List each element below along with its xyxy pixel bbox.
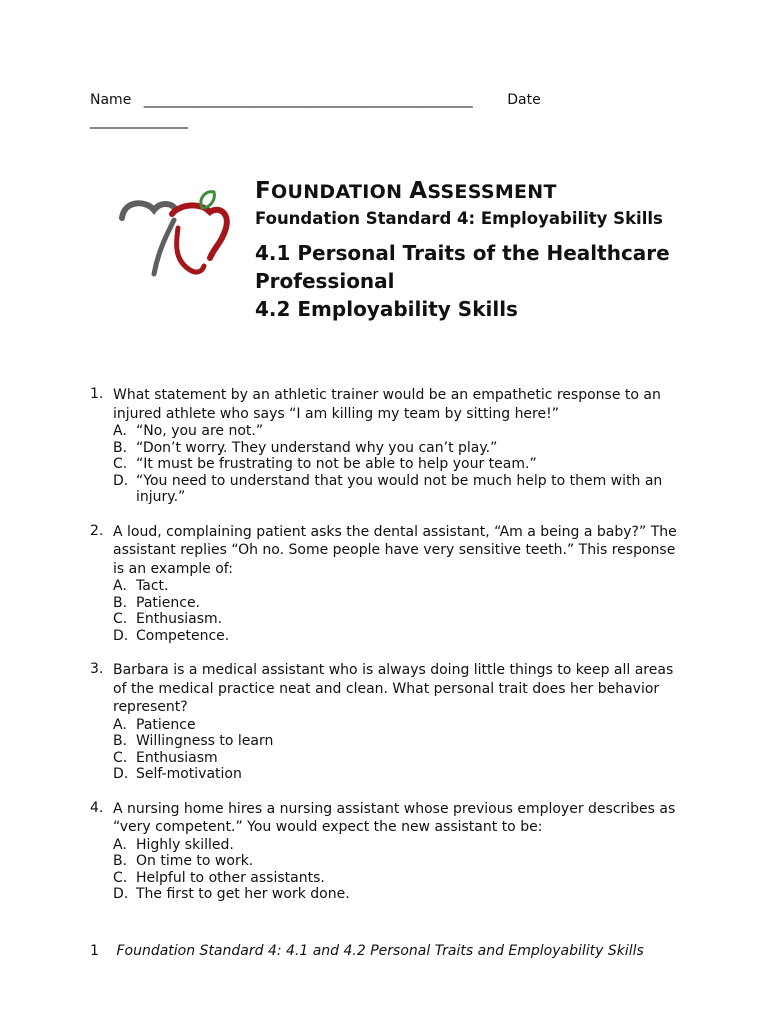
logo-gray-swash [154,220,174,274]
answer-option: A. “No, you are not.” [113,423,264,439]
answer-option: D. “You need to understand that you would not be much help to them with an injury.” [113,472,663,505]
page-footer [90,943,644,959]
question-text: Barbara is a medical assistant who is always doing little things to keep all areas of the medical practice neat and clean. What personal trait does her behavior represent? [113,662,674,715]
question-4 [90,800,690,903]
question-list [90,386,690,920]
question-3 [90,661,690,783]
subtitle-4-2: 4.2 Employability Skills [255,297,518,321]
answer-option: B. On time to work. [113,853,254,869]
answer-option: A. Highly skilled. [113,836,234,853]
name-label: Name [90,92,132,108]
name-blank: _______________________________________________ [143,92,473,108]
footer-text: Foundation Standard 4: 4.1 and 4.2 Personal Traits and Employability Skills [116,943,644,959]
logo-red-swash [177,228,204,272]
logo-red-apple-stroke [172,205,227,258]
question-text: A loud, complaining patient asks the dental assistant, “Am a being a baby?” The assistant replies “Oh no. Some people have very sensitive teeth.” This response is an example of: [113,523,677,577]
question-number: 1. [90,386,104,402]
assessment-title: FOUNDATION ASSESSMENT [255,178,557,204]
foundation-standard: Foundation Standard 4: Employability Skills [255,209,663,228]
section-subtitles [255,239,695,323]
name-date-line [90,92,541,108]
question-number: 4. [90,799,104,816]
question-text: A nursing home hires a nursing assistant whose previous employer describes as “very competent.” You would expect the new assistant to be: [113,800,676,835]
subtitle-4-1: 4.1 Personal Traits of the Healthcare Professional [255,241,670,293]
answer-option: C. Enthusiasm [113,749,218,766]
answer-option: C. “It must be frustrating to not be able to help your team.” [113,456,537,472]
apple-logo-icon [118,188,234,284]
answer-option: B. “Don’t worry. They understand why you can’t play.” [113,439,498,456]
answer-option: D. Self-motivation [113,766,242,782]
logo-gray-heart-stroke [122,203,176,218]
answer-option: C. Enthusiasm. [113,611,223,627]
question-1 [90,386,690,506]
question-2 [90,523,690,645]
answer-option: C. Helpful to other assistants. [113,869,325,886]
answer-option: D. Competence. [113,627,230,644]
question-text: What statement by an athletic trainer would be an empathetic response to an injured athlete who says “I am killing my team by sitting here!” [113,387,661,422]
date-label: Date [507,92,541,108]
question-number: 3. [90,661,104,677]
page-number: 1 [90,943,99,959]
assessment-header [255,178,695,323]
question-number: 2. [90,522,104,539]
answer-option: A. Patience [113,716,196,733]
answer-option: B. Patience. [113,594,201,611]
answer-option: A. Tact. [113,578,169,594]
date-blank: ______________ [90,113,188,129]
answer-option: D. The first to get her work done. [113,886,350,902]
answer-option: B. Willingness to learn [113,733,274,749]
